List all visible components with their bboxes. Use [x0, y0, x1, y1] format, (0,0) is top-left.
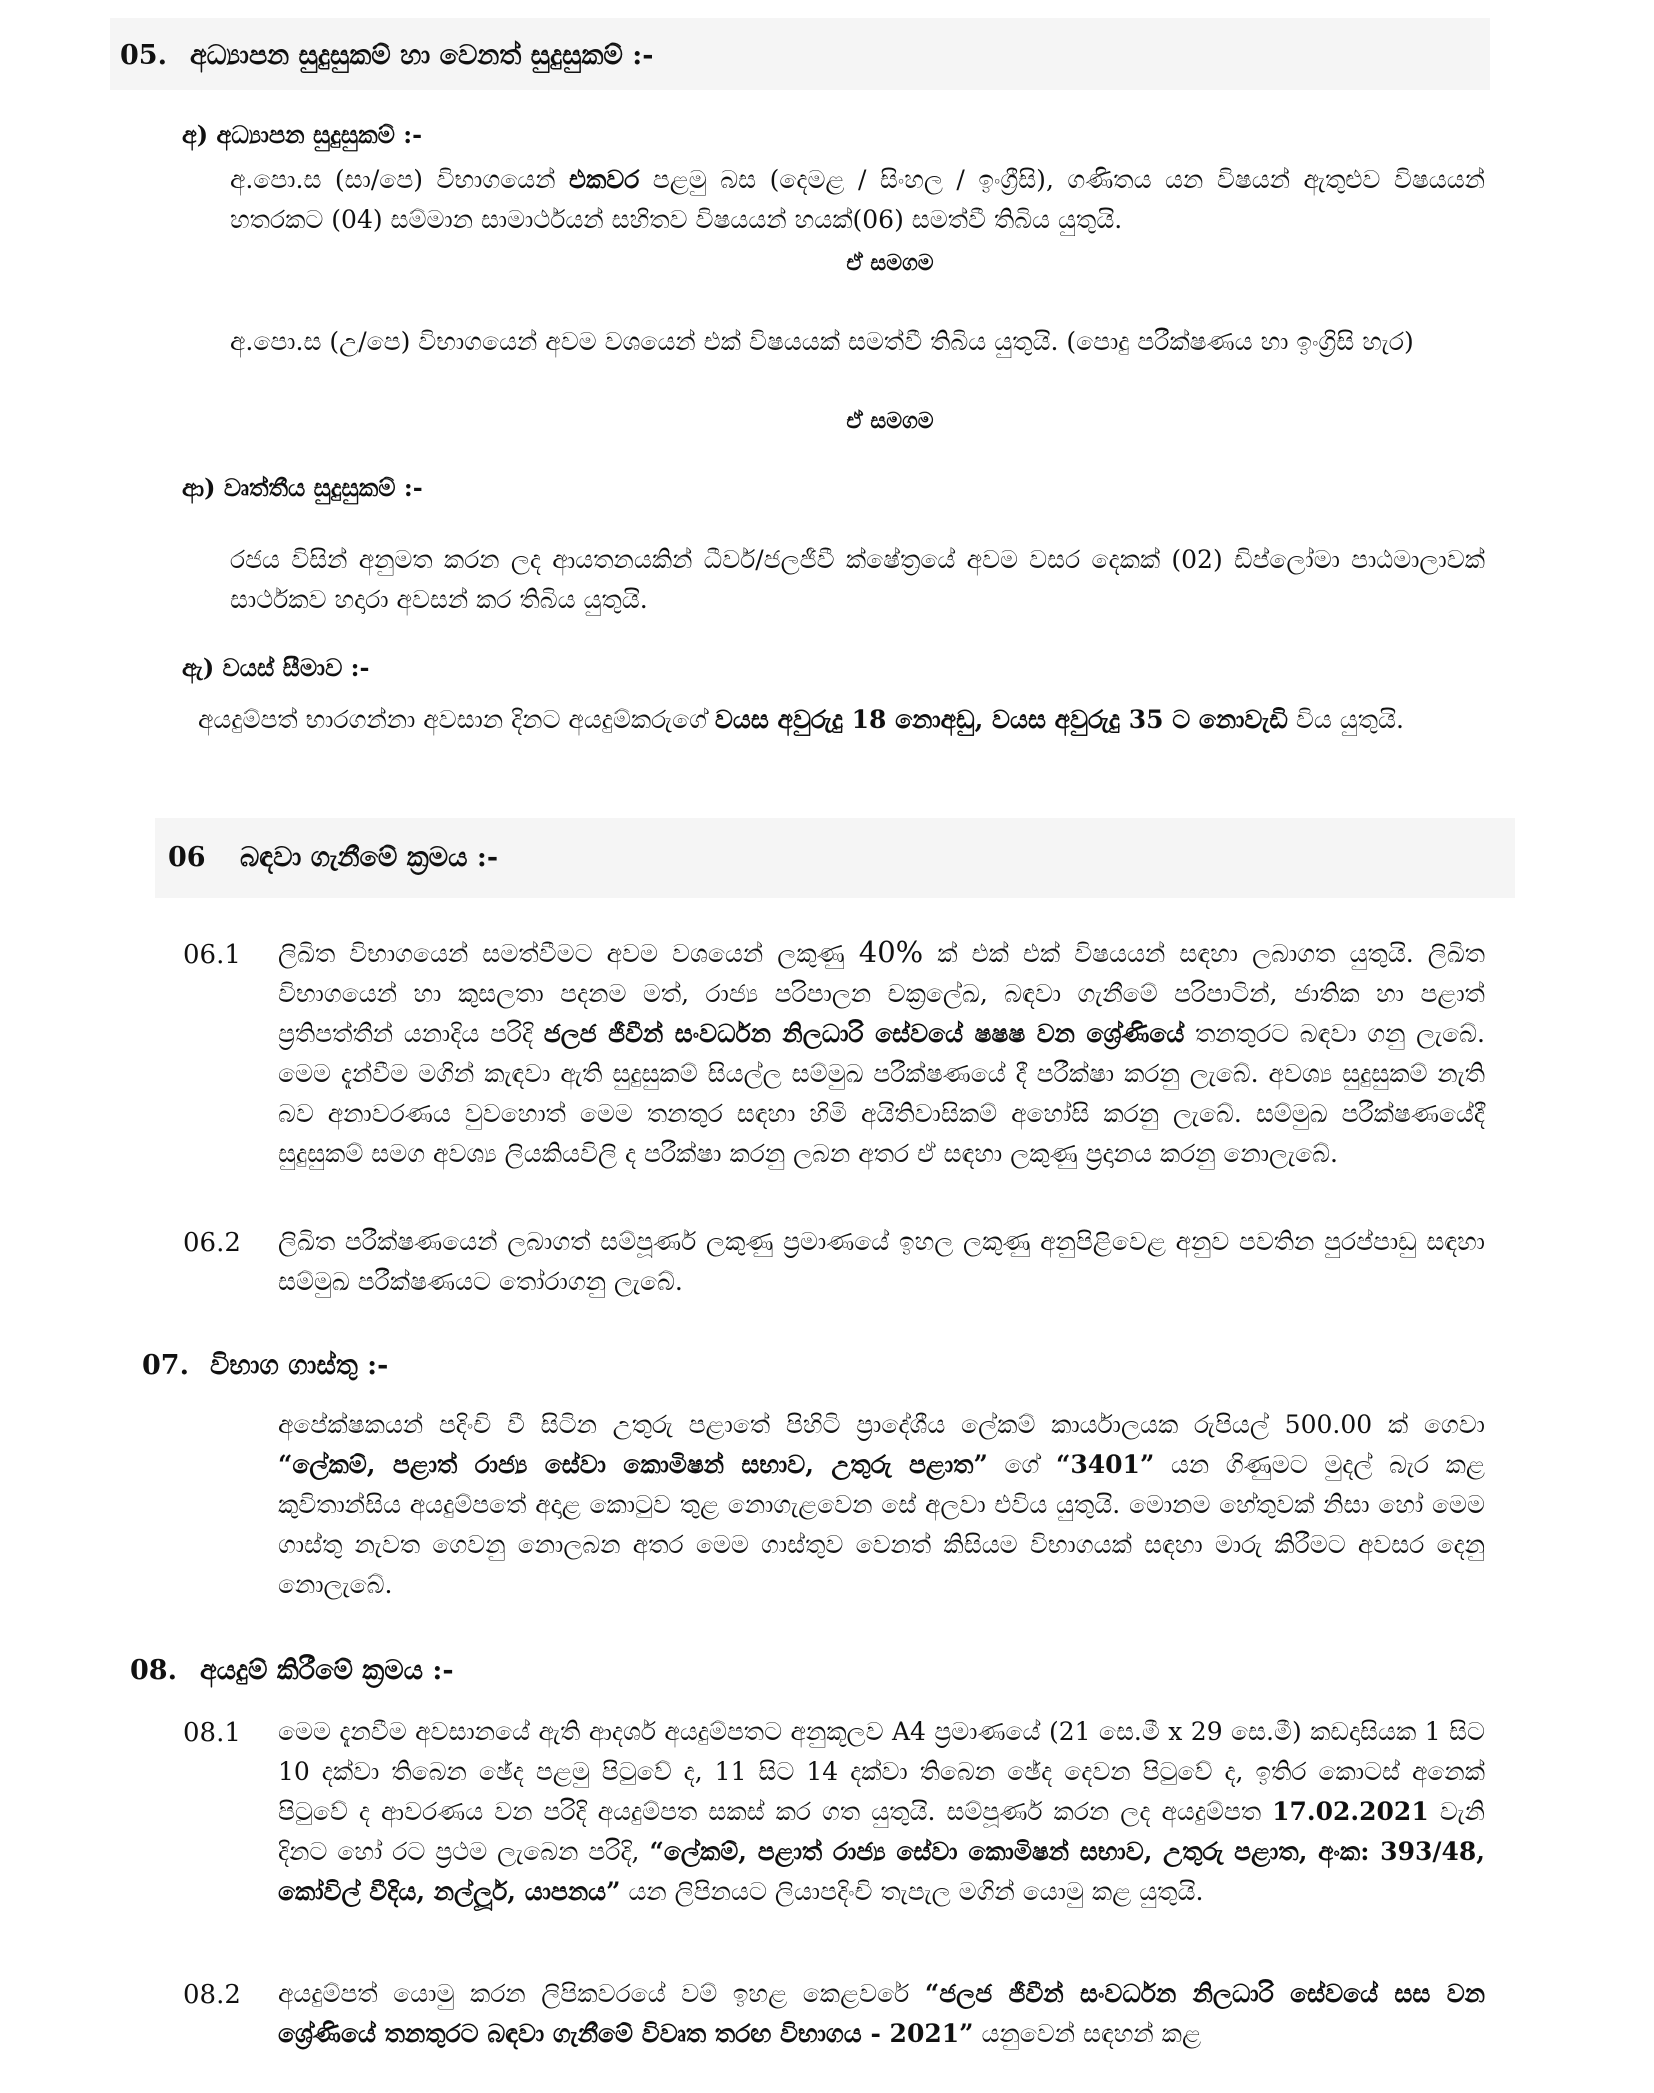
section-05-title: අධ්‍යාපන සුදුසුකම් හා වෙනත් සුදුසුකම් :-: [190, 40, 654, 71]
section-05-number: 05.: [120, 40, 167, 71]
sub-a-paragraph-1: අ.පො.ස (සා/පෙ) විභාගයෙන් එකවර පළමු බස (දෙමළ / සිංහල / ඉංග්‍රීසි), ගණිතය යන විෂයන් ඇතුළුව විෂයයන් හතරකට (04) සම්මාන සාමාර්ථයන් සහිතව විෂයයන් හයක්(06) සමත්වී තිබිය යුතුයි.: [230, 165, 1485, 234]
section-06-title: බඳවා ගැනීමේ ක්‍රමය :-: [240, 842, 499, 873]
section-07-paragraph: අපේක්ෂකයන් පදිංචි වී සිටින උතුරු පළාතේ පිහිටි ප්‍රාදේශීය ලේකම් කාර්යාලයක රුපියල් 500.00 ක් ගෙවා “ලේකම්, පළාත් රාජ්‍ය සේවා කොමිෂන් සභාව, උතුරු පළාත” ගේ “3401” යන ගිණුමට මුදල් බැර කළ කුවිතාන්සිය අයදුම්පතේ අදාළ කොටුව තුළ නොගැළවෙන සේ අලවා එවිය යුතුයි. මොනම හේතුවක් නිසා හෝ මෙම ගාස්තු නැවත ගෙවනු නොලබන අතර මෙම ගාස්තුව වෙනත් කිසියම විභාගයක් සඳහා මාරු කිරීමට අවසර දෙනු නොලැබේ.: [278, 1410, 1485, 1599]
sub-aa-label: ආ) වෘත්තීය සුදුසුකම් :-: [182, 473, 423, 502]
section-06-number: 06: [168, 842, 206, 873]
item-08-1-text: මෙම දැනවීම අවසානයේ ඇති ආදර්ශ අයදුම්පතට අනුකූලව A4 ප්‍රමාණයේ (21 සෙ.මී x 29 සෙ.මී) කඩදාසියක 1 සිට 10 දක්වා තිබෙන ඡේද පළමු පිටුවේ ද, 11 සිට 14 දක්වා තිබෙන ඡේද දෙවන පිටුවේ ද, ඉතිර කොටස් අනෙක් පිටුවේ ද ආවරණය වන පරිදි අයදුම්පත සකස් කර ගත යුතුයි. සම්පූර්ණ කරන ලද අයදුම්පත 17.02.2021 වැනි දිනට හෝ රට ප්‍රථම ලැබෙන පරිදි, “ලේකම්, පළාත් රාජ්‍ය සේවා කොමිෂන් සභාව, උතුරු පළාත, අංක: 393/48, කෝවිල් වීදිය, නල්ලූර්, යාපනය” යන ලිපිනයට ලියාපදිංචි තැපැල මගින් යොමු කළ යුතුයි.: [278, 1717, 1485, 1906]
sub-ae-label: ඇ) වයස් සීමාව :-: [182, 653, 370, 682]
sub-aa-paragraph: රජය විසින් අනුමත කරන ලද ආයතනයකින් ධීවර්/ජලජීවී ක්ෂේත්‍රයේ අවම වසර දෙකක් (02) ඩිප්ලෝමා පාඨමාලාවක් සාර්ථකව හදාරා අවසන් කර තිබිය යුතුයි.: [230, 545, 1485, 614]
sub-a-paragraph-2: අ.පො.ස (උ/පෙ) විභාගයෙන් අවම වශයෙන් එක් විෂයයක් සමත්වී තිබිය යුතුයි. (පොදු පරීක්ෂණය හා ඉංග්‍රිසි හැර): [230, 327, 1414, 356]
item-06-2-number: 06.2: [183, 1228, 241, 1258]
sub-ae-paragraph: අයදුම්පත් භාරගන්නා අවසාන දිනට අයදුම්කරුගේ වයස අවුරුදු 18 නොඅඩු, වයස අවුරුදු 35 ට නොවැඩි විය යුතුයි.: [198, 705, 1404, 734]
and-connector-2: ඒ සමගම: [846, 408, 934, 434]
item-06-1-number: 06.1: [183, 940, 241, 970]
section-07-number: 07.: [142, 1350, 189, 1381]
item-08-1-number: 08.1: [183, 1718, 241, 1748]
sub-a-label: අ) අධ්‍යාපන සුදුසුකම් :-: [182, 120, 423, 149]
item-06-2-text: ලිඛිත පරීක්ෂණයෙන් ලබාගත් සම්පූර්ණ ලකුණු ප්‍රමාණයේ ඉහල ලකුණු අනුපිළිවෙළ අනුව පවතින පුරප්පාඩු සඳහා සම්මුඛ පරීක්ෂණයට තෝරාගනු ලැබේ.: [278, 1227, 1485, 1296]
section-08-number: 08.: [130, 1655, 177, 1686]
section-08-title: අයදුම් කිරීමේ ක්‍රමය :-: [200, 1655, 454, 1686]
item-06-1-text: ලිඛිත විභාගයෙන් සමත්වීමට අවම වශයෙන් ලකුණු 40% ක් එක් එක් විෂයයන් සඳහා ලබාගත යුතුයි. ලිඛිත විභාගයෙන් හා කුසලතා පදනම මත්, රාජ්‍ය පරිපාලන චක්‍රලේඛ, බඳවා ගැනීමේ පරිපාටින්, ජාතික හා පළාත් ප්‍රතිපත්තීන් යනාදිය පරිදි ජලජ ජීවීන් සංවර්ධන නිලධාරි සේවයේ ෂෂෂ වන ශ්‍රේණියේ තනතුරට බඳවා ගනු ලැබේ. මෙම දැන්වීම මගින් කැඳවා ඇති සුදුසුකම් සියල්ල සම්මුඛ පරීක්ෂණයේ දී පරීක්ෂා කරනු ලැබේ. අවශ්‍ය සුදුසුකම් නැති බව අනාවරණය වුවහොත් මෙම තනතුර සඳහා හිමි අයිතිවාසිකම් අහෝසි කරනු ලැබේ. සම්මුඛ පරීක්ෂණයේදී සුදුසුකම් සමග අවශ්‍ය ලියකියවිලි ද පරීක්ෂා කරනු ලබන අතර ඒ සඳහා ලකුණු ප්‍රදානය කරනු නොලැබේ.: [278, 935, 1485, 1168]
item-08-2-number: 08.2: [183, 1980, 241, 2010]
and-connector-1: ඒ සමගම: [846, 250, 934, 276]
section-07-title: විභාග ගාස්තු :-: [210, 1350, 389, 1381]
item-08-2-text: අයදුම්පත් යොමු කරන ලිපිකවරයේ වම් ඉහළ කෙළවරේ “ජලජ ජීවීන් සංවර්ධන නිලධාරි සේවයේ සස වන ශ්‍රේණියේ තනතුරට බඳවා ගැනීමේ විවෘත තරඟ විභාගය - 2021” යනුවෙන් සඳහන් කළ: [278, 1979, 1485, 2048]
sub-a-emphasis: එකවර: [569, 165, 640, 194]
